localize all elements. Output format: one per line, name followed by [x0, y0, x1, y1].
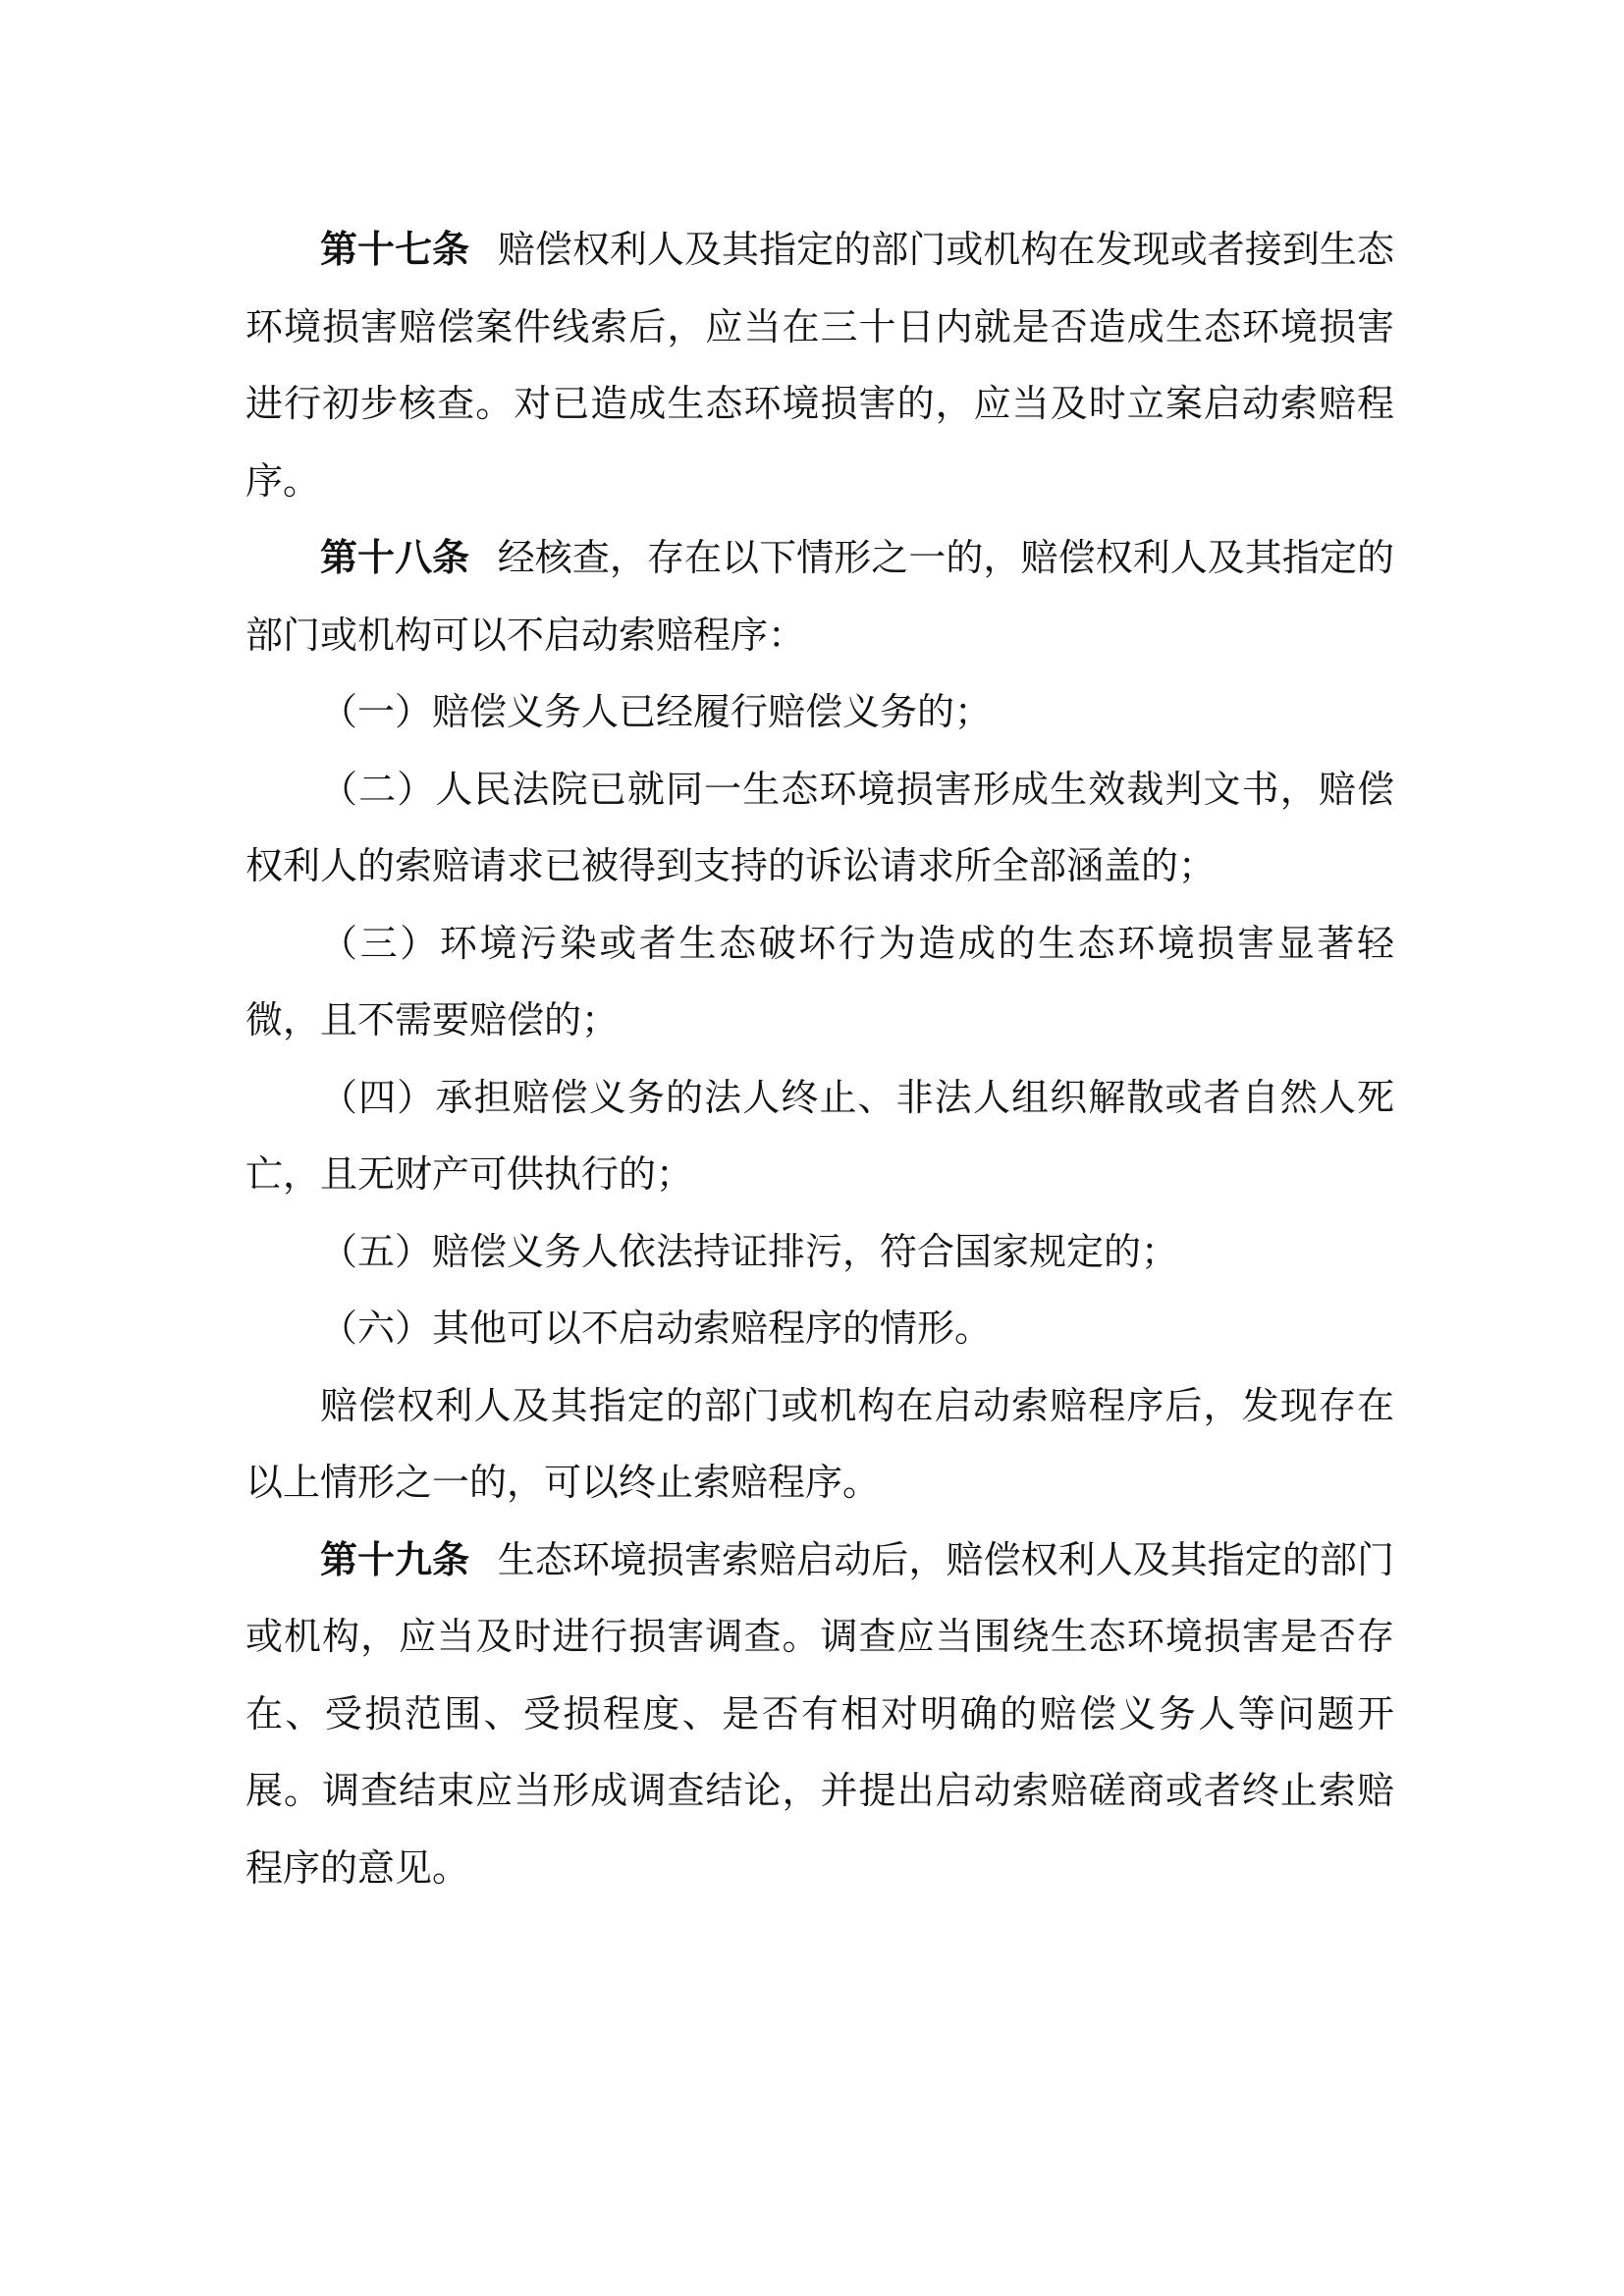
- document-body: [245, 211, 1394, 1906]
- list-item-4: （四）承担赔偿义务的法人终止、非法人组织解散或者自然人死亡，且无财产可供执行的；: [245, 1075, 1394, 1196]
- article-number: 第十九条: [320, 1537, 470, 1581]
- list-item-6: （六）其他可以不启动索赔程序的情形。: [320, 1307, 993, 1350]
- article-18-closing-paragraph: 赔偿权利人及其指定的部门或机构在启动索赔程序后，发现存在以上情形之一的，可以终止索赔程序。: [245, 1383, 1394, 1504]
- list-item-1: （一）赔偿义务人已经履行赔偿义务的；: [320, 690, 993, 733]
- article-18: [245, 519, 1394, 673]
- article-text: 生态环境损害索赔启动后，赔偿权利人及其指定的部门或机构，应当及时进行损害调查。调查应当围绕生态环境损害是否存在、受损范围、受损程度、是否有相对明确的赔偿义务人等问题开展。调查结束应当形成调查结论，并提出启动索赔磋商或者终止索赔程序的意见。: [245, 1537, 1394, 1890]
- article-number: 第十八条: [320, 536, 470, 579]
- article-text: 经核查，存在以下情形之一的，赔偿权利人及其指定的部门或机构可以不启动索赔程序：: [245, 536, 1394, 657]
- list-item-2: （二）人民法院已就同一生态环境损害形成生效裁判文书，赔偿权利人的索赔请求已被得到支持的诉讼请求所全部涵盖的；: [245, 767, 1394, 887]
- article-text: 赔偿权利人及其指定的部门或机构在发现或者接到生态环境损害赔偿案件线索后，应当在三十日内就是否造成生态环境损害进行初步核查。对已造成生态环境损害的，应当及时立案启动索赔程序。: [245, 228, 1394, 503]
- article-19: [245, 1522, 1394, 1907]
- article-number: 第十七条: [320, 228, 470, 271]
- list-item-3: （三）环境污染或者生态破坏行为造成的生态环境损害显著轻微，且不需要赔偿的；: [245, 921, 1394, 1041]
- list-item-5: （五）赔偿义务人依法持证排污，符合国家规定的；: [320, 1229, 1179, 1273]
- article-17: [245, 211, 1394, 519]
